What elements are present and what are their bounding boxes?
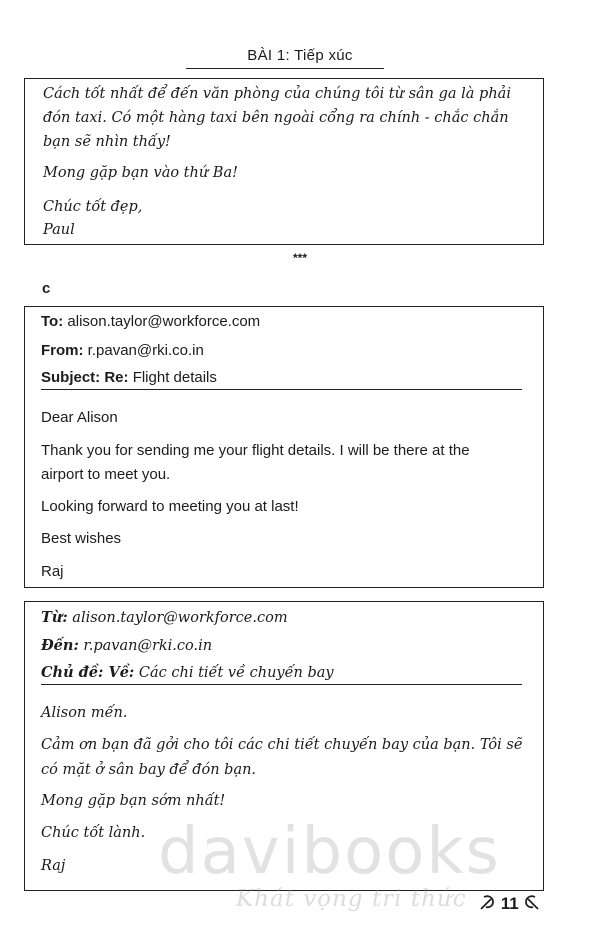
- email-closing: Chúc tốt lành.: [41, 825, 146, 841]
- letter-line: bạn sẽ nhìn thấy!: [43, 134, 171, 150]
- watermark-tagline: Khát vọng tri thức: [236, 886, 467, 912]
- email-signature: Raj: [41, 563, 64, 580]
- email-from-row: [41, 637, 212, 654]
- header-underline: [186, 68, 384, 69]
- letter-closing: Chúc tốt đẹp,: [43, 199, 143, 215]
- to-value: alison.taylor@workforce.com: [72, 610, 288, 626]
- email-body-line: airport to meet you.: [41, 466, 171, 483]
- email-from-row: [41, 342, 204, 359]
- letter-box-paul: [24, 78, 544, 245]
- email-body-line: Looking forward to meeting you at last!: [41, 498, 299, 515]
- email-body-line: có mặt ở sân bay để đón bạn.: [41, 762, 257, 778]
- letter-line: Cách tốt nhất để đến văn phòng của chúng tôi từ sân ga là phải: [43, 86, 511, 102]
- email-greeting: Dear Alison: [41, 409, 118, 426]
- from-label: Đến:: [41, 637, 79, 654]
- page-number-value: 11: [500, 894, 519, 913]
- to-value: alison.taylor@workforce.com: [67, 313, 261, 330]
- email-header-divider: [41, 389, 522, 390]
- watermark-brand: davibooks: [158, 815, 501, 889]
- subject-value: Flight details: [132, 369, 217, 386]
- section-separator: ***: [292, 251, 307, 265]
- subject-value: Các chi tiết về chuyến bay: [138, 665, 334, 681]
- section-label: c: [42, 280, 51, 297]
- email-body-line: Mong gặp bạn sớm nhất!: [41, 793, 226, 809]
- subject-label: Chủ đề: Về:: [41, 664, 135, 681]
- ornament-left-icon: [478, 894, 501, 913]
- email-subject-row: [41, 664, 334, 681]
- email-to-row: [41, 313, 260, 330]
- email-greeting: Alison mến.: [41, 705, 128, 721]
- letter-line: đón taxi. Có một hàng taxi bên ngoài cổng ra chính - chắc chắn: [43, 110, 509, 126]
- from-value: r.pavan@rki.co.in: [87, 342, 204, 359]
- page-number: [478, 894, 541, 914]
- email-closing: Best wishes: [41, 530, 122, 547]
- ornament-right-icon: [523, 894, 541, 913]
- email-header-divider: [41, 684, 522, 685]
- email-body-line: Cảm ơn bạn đã gởi cho tôi các chi tiết chuyến bay của bạn. Tôi sẽ: [41, 737, 523, 753]
- email-to-row: [41, 609, 288, 626]
- to-label: Từ:: [41, 609, 68, 626]
- letter-line: Mong gặp bạn vào thứ Ba!: [43, 165, 238, 181]
- to-label: To:: [41, 313, 64, 330]
- letter-signature: Paul: [43, 222, 75, 238]
- email-body-line: Thank you for sending me your flight details. I will be there at the: [41, 442, 470, 459]
- from-label: From:: [41, 342, 84, 359]
- email-signature: Raj: [41, 858, 66, 874]
- page-header-title: BÀI 1: Tiếp xúc: [247, 47, 353, 64]
- email-box-english: [24, 306, 544, 588]
- subject-label: Subject: Re:: [41, 369, 129, 386]
- email-subject-row: [41, 369, 217, 386]
- from-value: r.pavan@rki.co.in: [83, 638, 213, 654]
